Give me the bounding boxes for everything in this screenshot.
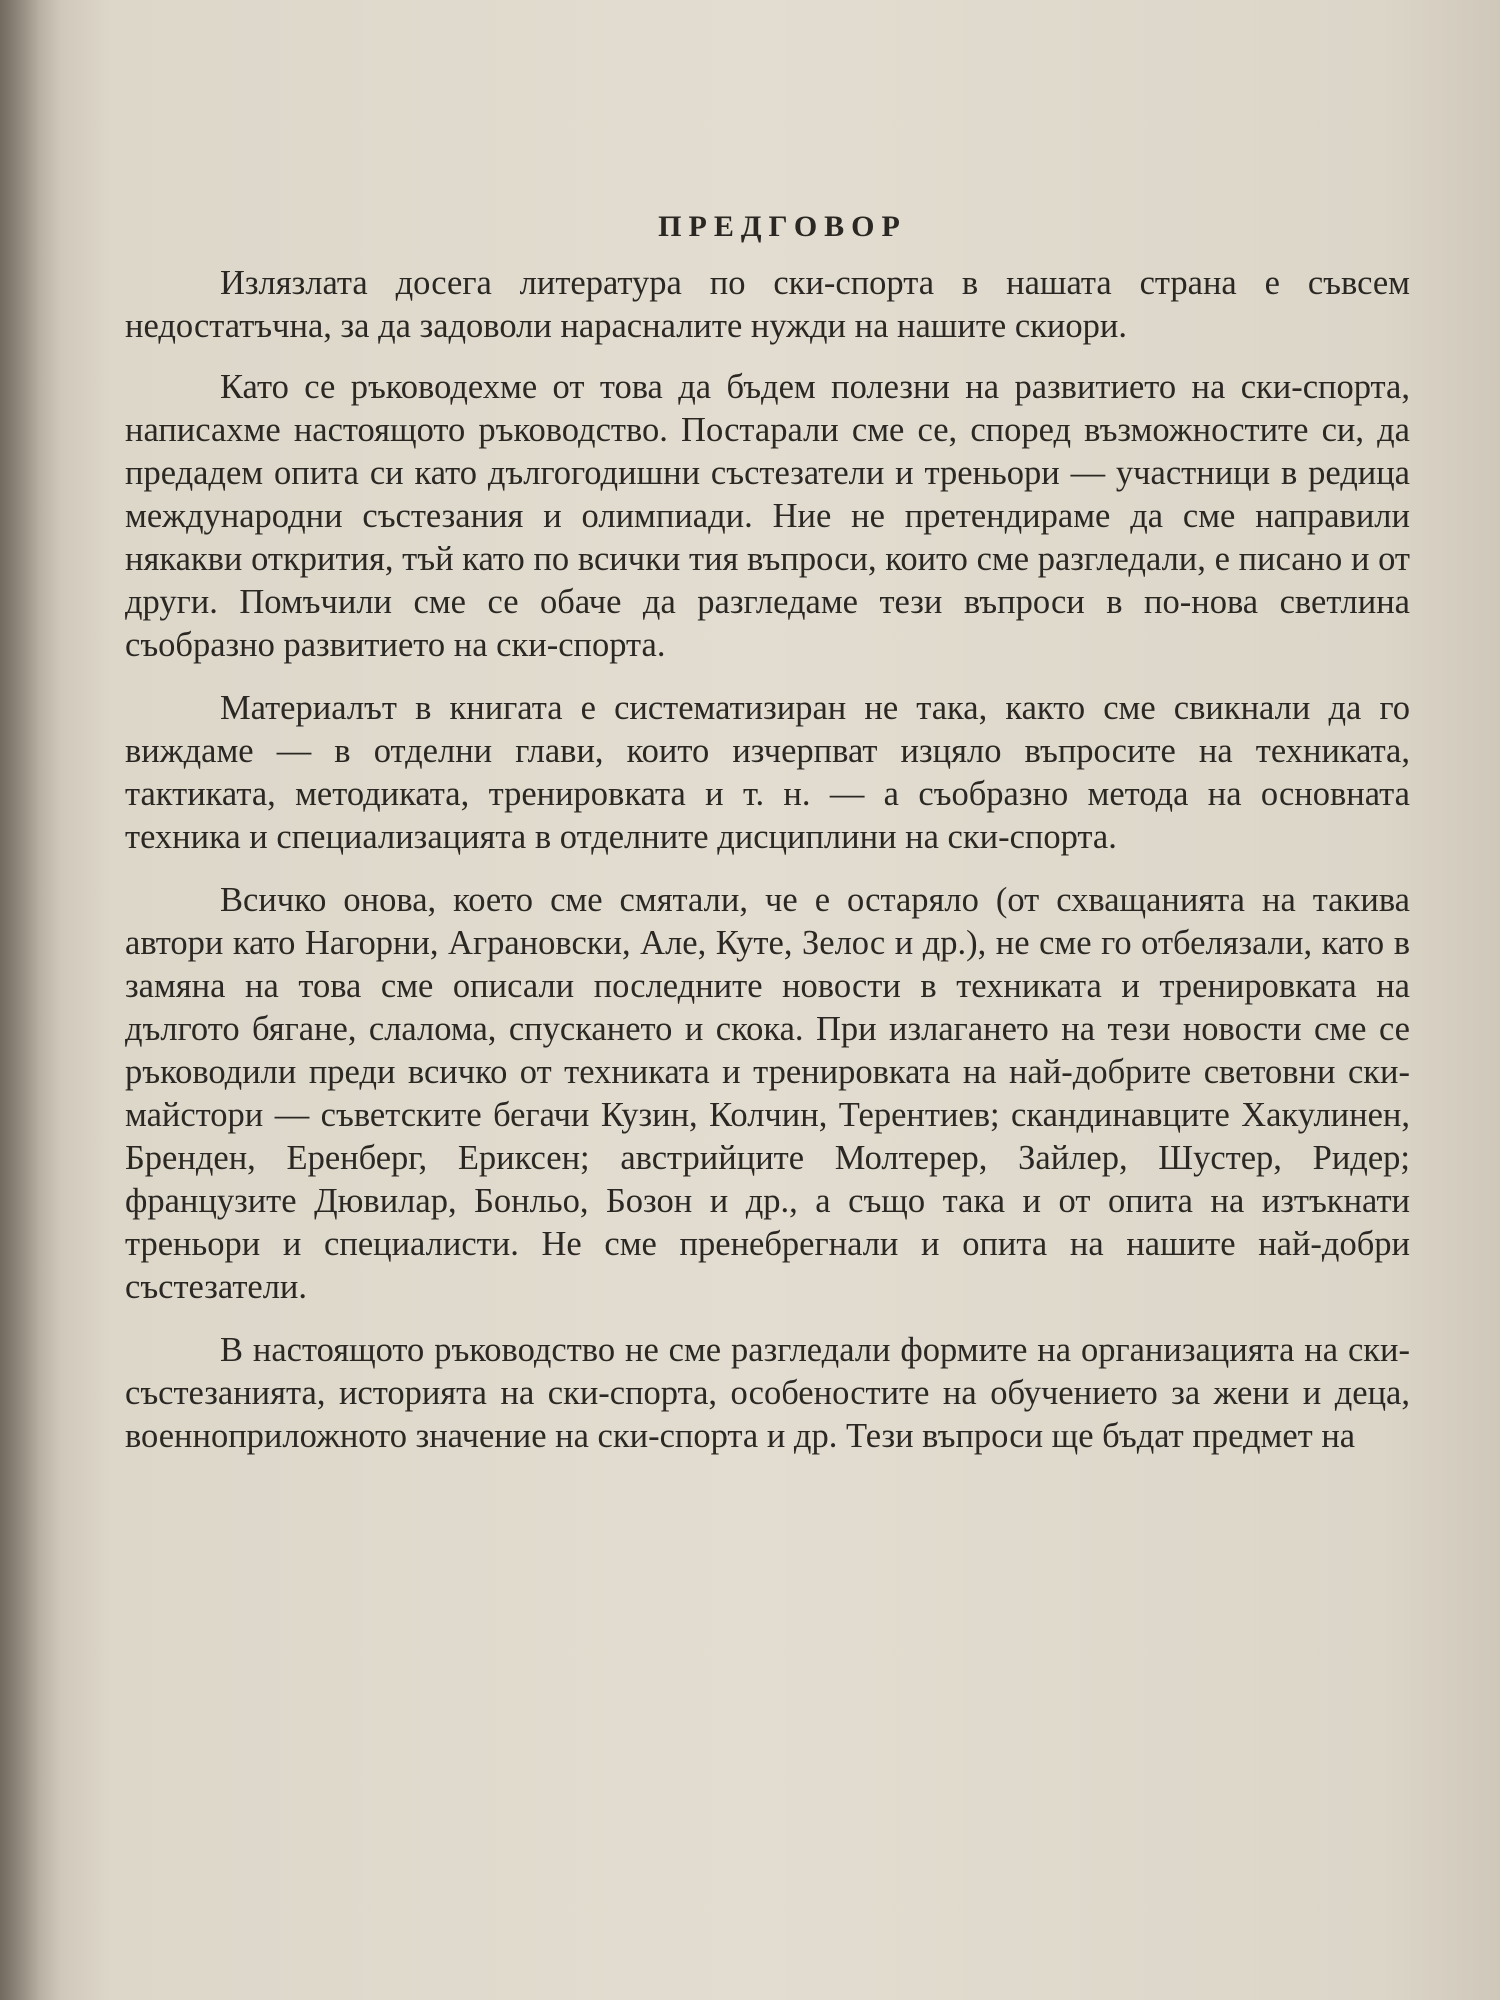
paragraph-2: Като се ръководехме от това да бъдем полезни на развитието на ски-спорта, написахме настоящото ръководство. Постарали сме се, според възможностите си, да предадем опита си като дългогодишни състезатели и треньори — участници в редица международни състезания и олимпиади. Ние не претендираме да сме направили някакви открития, тъй като по всички тия въпроси, които сме разгледали, е писано и от други. Помъчили сме се обаче да разгледаме тези въпроси в по-нова светлина съобразно развитието на ски-спорта. bbox=[125, 368, 1410, 664]
paragraph-3: Материалът в книгата е систематизиран не така, както сме свикнали да го виждаме — в отделни глави, които изчерпват изцяло въпросите на техниката, тактиката, методиката, тренировката и т. н. — а съобразно метода на основната техника и специализацията в отделните дисциплини на ски-спорта. bbox=[125, 689, 1410, 856]
paragraph-5: В настоящото ръководство не сме разгледали формите на организацията на ски-състезанията, историята на ски-спорта, особеностите на обучението за жени и деца, военноприложното значение на ски-спорта и др. Тези въпроси ще бъдат предмет на bbox=[125, 1331, 1410, 1455]
paragraph-4: Всичко онова, което сме смятали, че е остаряло (от схващанията на такива автори като Нагорни, Аграновски, Але, Куте, Зелос и др.), не сме го отбелязали, като в замяна на това сме описали последните новости в техниката и тренировката на дългото бягане, слалома, спускането и скока. При излагането на тези новости сме се ръководили преди всичко от техниката и тренировката на най-добрите световни ски-майстори — съветските бегачи Кузин, Колчин, Терентиев; скандинавците Хакулинен, Бренден, Еренберг, Ериксен; австрийците Молтерер, Зайлер, Шустер, Ридер; французите Дювилар, Бонльо, Бозон и др., а също така и от опита на изтъкнати треньори и специалисти. Не сме пренебрегнали и опита на нашите най-добри състезатели. bbox=[125, 881, 1410, 1306]
page-title: ПРЕДГОВОР bbox=[658, 210, 907, 243]
paragraph-1: Излязлата досега литература по ски-спорта в нашата страна е съвсем недостатъчна, за да задоволи нарасналите нужди на нашите скиори. bbox=[125, 264, 1410, 345]
preface-text bbox=[125, 210, 1410, 1478]
